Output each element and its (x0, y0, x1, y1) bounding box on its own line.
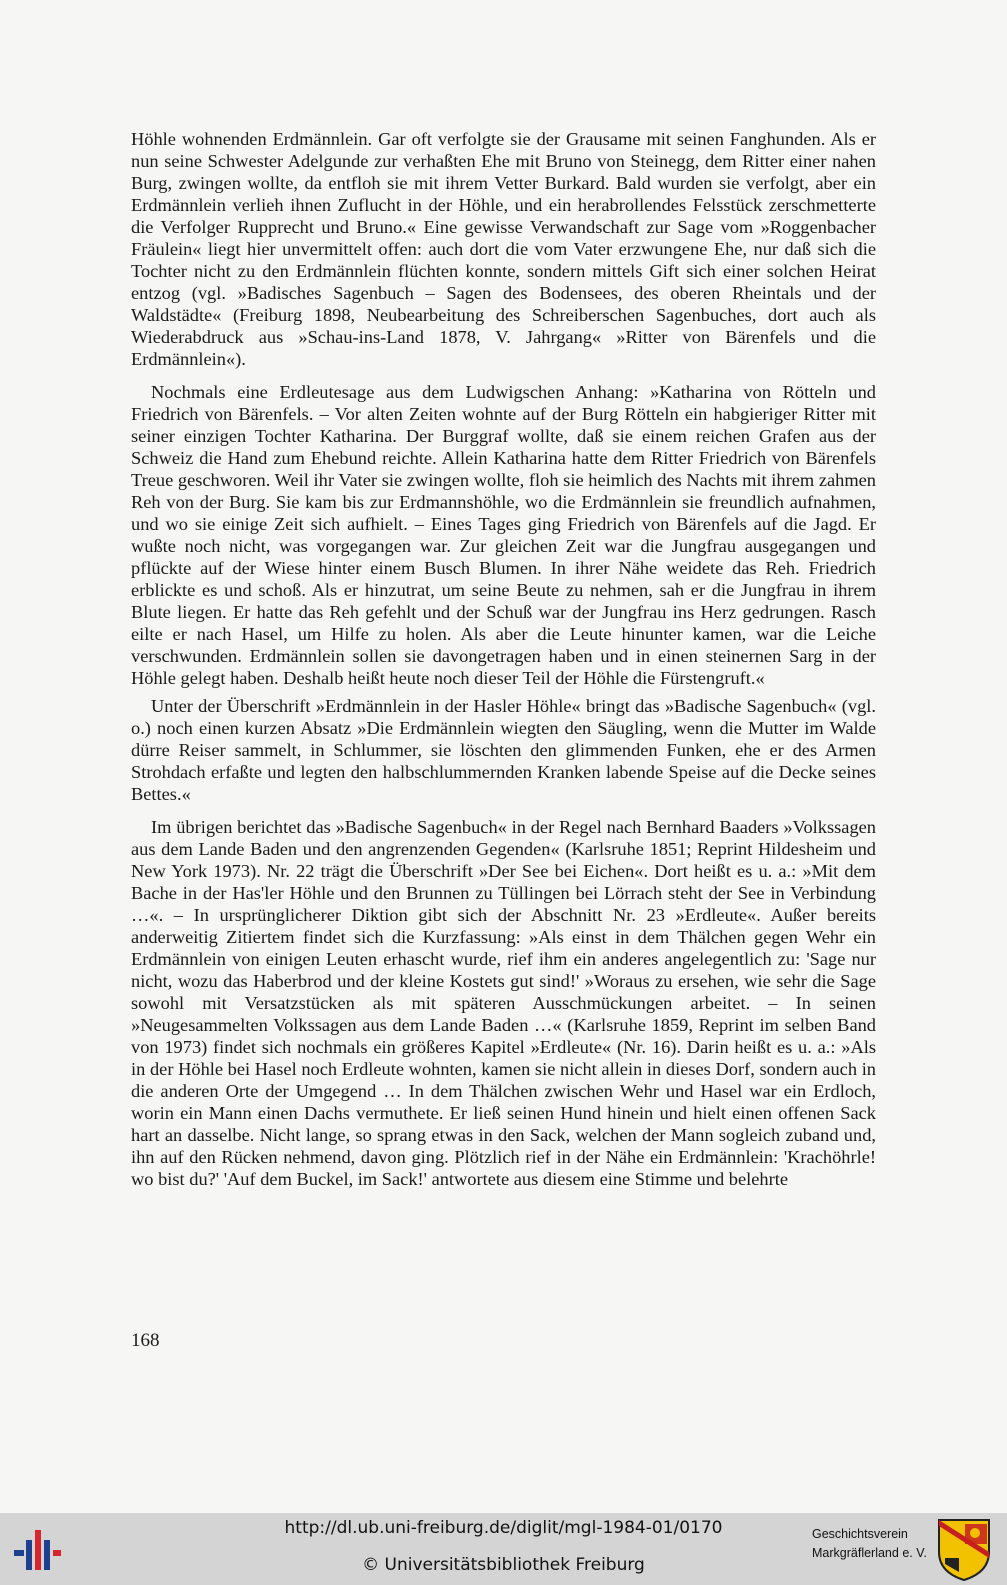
page-number: 168 (131, 1330, 160, 1351)
society-line-1: Geschichtsverein (812, 1527, 908, 1541)
paragraph: Höhle wohnenden Erdmännlein. Gar oft verfolgte sie der Grausame mit seinen Fanghunden. Als er nun seine Schwester Adelgunde zur verhaßten Ehe mit Bruno von Steinegg, dem Ritter einer nahen Burg, zwingen wollte, da entfloh sie mit ihrem Vetter Burkard. Bald wurden sie verfolgt, aber ein Erdmännlein verlieh ihnen Zuflucht in der Höhle, und ein herabrollendes Felsstück zerschmetterte die Verfolger Rupprecht und Bruno.« Eine gewisse Verwandschaft zur Sage vom »Roggenbacher Fräulein« liegt hier unvermittelt offen: auch dort die vom Vater erzwungene Ehe, nur daß sich die Tochter nicht zu den Erdmännlein flüchten konnte, sondern mittels Gift sich einer solchen Heirat entzog (vgl. »Badisches Sagenbuch – Sagen des Bodensees, des oberen Rheintals und der Waldstädte« (Freiburg 1898, Neubearbeitung des Schreiberschen Sagenbuches, dort auch als Wiederabdruck aus »Schau-ins-Land 1878, V. Jahrgang« »Ritter von Bärenfels und die Erdmännlein«). (131, 129, 876, 369)
document-url-link[interactable]: http://dl.ub.uni-freiburg.de/diglit/mgl-1984-01/0170 (284, 1518, 723, 1538)
paragraph: Unter der Überschrift »Erdmännlein in der Hasler Höhle« bringt das »Badische Sagenbuch« (vgl. o.) noch einen kurzen Absatz »Die Erdmännlein wiegten den Säugling, wenn die Mutter im Walde dürre Reiser sammelt, in Schlummer, sie löschten den glimmenden Funken, ehe er des Armen Strohdach erfaßte und legten den halbschlummernden Kranken labende Speise auf die Decke seines Bettes.« (131, 696, 876, 804)
paragraph: Nochmals eine Erdleutesage aus dem Ludwigschen Anhang: »Katharina von Rötteln und Friedrich von Bärenfels. – Vor alten Zeiten wohnte auf der Burg Rötteln ein habgieriger Ritter mit seiner einzigen Tochter Katharina. Der Burggraf wollte, daß sie einem reichen Grafen aus der Schweiz die Hand zum Ehebund reichte. Allein Katharina hatte dem Ritter Friedrich von Bärenfels Treue geschworen. Weil ihr Vater sie zwingen wollte, floh sie heimlich des Nachts mit ihrem zahmen Reh von der Burg. Sie kam bis zur Erdmannshöhle, wo die Erdmännlein sie freundlich aufnahmen, und wo sie einige Zeit sich aufhielt. – Eines Tages ging Friedrich von Bärenfels auf die Jagd. Er wußte noch nicht, was vorgegangen war. Zur gleichen Zeit war die Jungfrau ausgegangen und pflückte auf der Wiese hinter einem Busch Blumen. In ihrer Nähe weidete das Reh. Friedrich erblickte es und schoß. Als er hinzutrat, um seine Beute zu nehmen, sah er die Jungfrau in ihrem Blute liegen. Er hatte das Reh gefehlt und der Schuß war der Jungfrau ins Herz gedrungen. Rasch eilte er nach Hasel, um Hilfe zu holen. Als aber die Leute hinunter kamen, war die Leiche verschwunden. Erdmännlein sollen sie davongetragen haben und in einen steinernen Sarg in der Höhle gelegt haben. Deshalb heißt heute noch dieser Teil der Höhle die Fürstengruft.« (131, 382, 876, 688)
society-name (812, 1525, 932, 1563)
coat-of-arms-icon (937, 1518, 991, 1582)
body-text (131, 128, 876, 1190)
copyright-notice: © Universitätsbibliothek Freiburg (362, 1555, 645, 1575)
paragraph: Im übrigen berichtet das »Badische Sagenbuch« in der Regel nach Bernhard Baaders »Volkssagen aus dem Lande Baden und den angrenzenden Gegenden« (Karlsruhe 1851; Reprint Hildesheim und New York 1973). Nr. 22 trägt die Überschrift »Der See bei Eichen«. Dort heißt es u. a.: »Mit dem Bache in der Has'ler Höhle und den Brunnen zu Tüllingen bei Lörrach steht der See in Verbindung …«. – In ursprünglicherer Diktion gibt sich der Abschnitt Nr. 23 »Erdleute«. Außer bereits anderweitig Zitiertem findet sich die Kurzfassung: »Als einst in dem Thälchen gegen Wehr ein Erdmännlein von einigen Leuten erhascht wurde, rief ihm ein anderes angelegentlich zu: 'Sage nur nicht, wozu das Haberbrod und der kleine Kostets gut sind!' »Woraus zu ersehen, wie sehr die Sage sowohl mit Versatzstücken als mit späteren Ausschmückungen arbeitet. – In seinen »Neugesammelten Volkssagen aus dem Lande Baden …« (Karlsruhe 1859, Reprint im selben Band von 1973) findet sich nochmals ein größeres Kapitel »Erdleute« (Nr. 16). Darin heißt es u. a.: »Als in der Höhle bei Hasel noch Erdleute wohnten, kamen sie nicht allein in dieses Dorf, sondern auch in die anderen Orte der Umgegend … In dem Thälchen zwischen Wehr und Hasel war ein Erdloch, worin ein Mann einen Dachs vermuthete. Er ließ seinen Hund hinein und hielt einen offenen Sack hart an dasselbe. Nicht lange, so sprang etwas in den Sack, welchen der Mann sogleich zuband und, ihn auf den Rücken nehmend, davon ging. Plötzlich rief in der Nähe ein Erdmännlein: 'Krachöhrle! wo bist du?' 'Auf dem Buckel, im Sack!' antwortete aus diesem eine Stimme und belehrte (131, 817, 876, 1189)
society-line-2: Markgräflerland e. V. (812, 1546, 927, 1560)
